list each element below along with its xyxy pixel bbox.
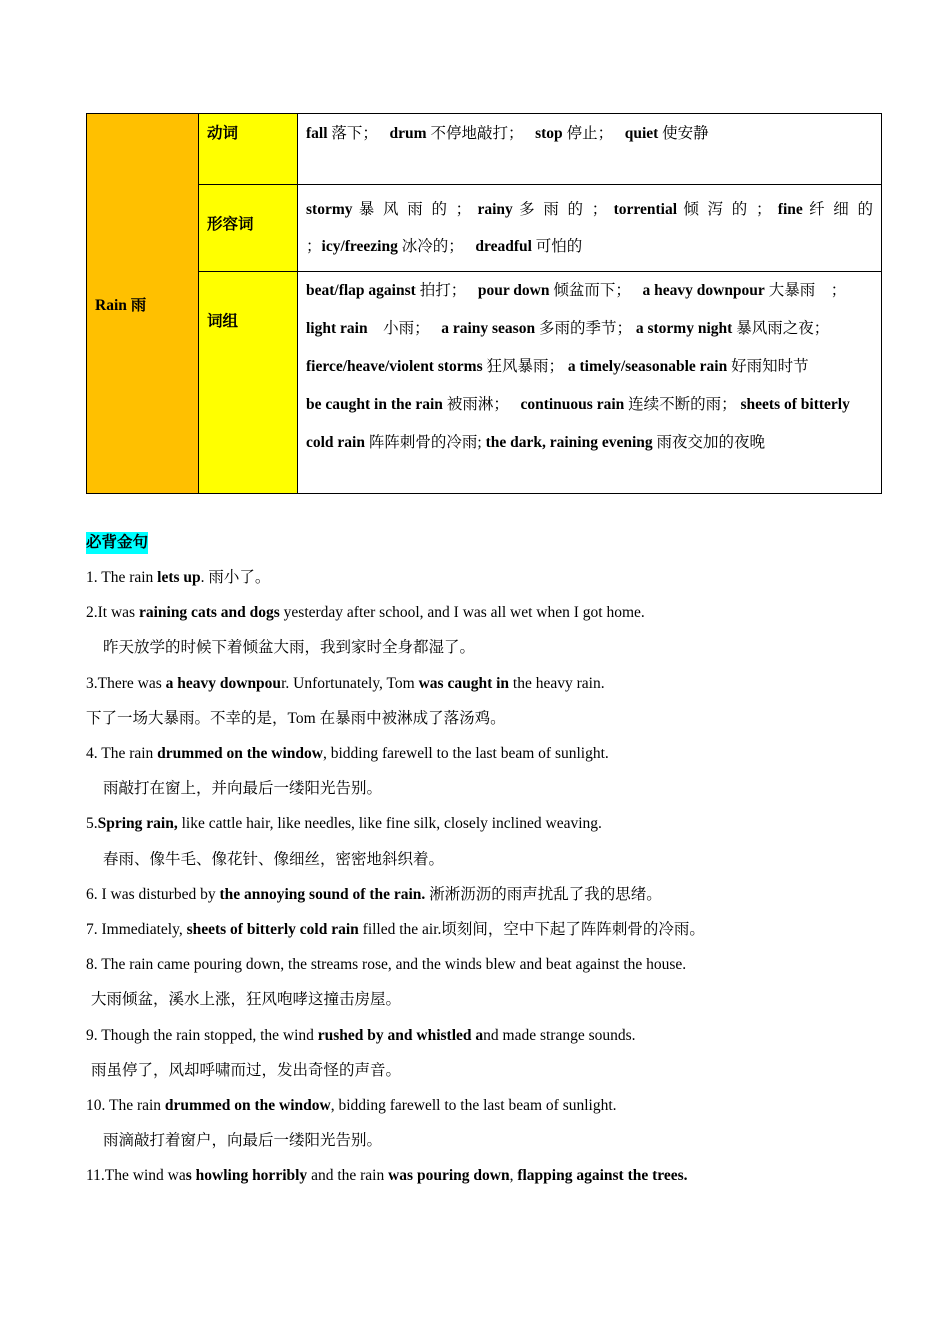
sentence-line xyxy=(86,806,886,841)
gloss: 被雨淋； xyxy=(442,396,517,414)
category-cell-adjectives xyxy=(199,185,298,272)
term: pour down xyxy=(477,282,550,300)
key-sentences-section xyxy=(86,525,886,1194)
sentence-text: 大雨倾盆，溪水上涨，狂风咆哮这撞击房屋。 xyxy=(91,991,402,1009)
content-cell-phrases xyxy=(298,272,882,494)
term: stop xyxy=(535,125,563,142)
term: sheets of bitterly xyxy=(740,396,850,414)
term: fine xyxy=(777,201,803,219)
content-line xyxy=(306,191,873,228)
section-heading: 必背金句 xyxy=(86,532,148,554)
gloss: 连续不断的雨； xyxy=(624,396,737,414)
table-row-phrases xyxy=(87,272,882,494)
sentence-text: 雨滴敲打着窗户，向最后一缕阳光告别。 xyxy=(103,1132,383,1150)
sentence-text: 春雨、像牛毛、像花针、像细丝，密密地斜织着。 xyxy=(103,850,445,868)
sentence-line xyxy=(86,1123,886,1158)
key-phrase: drummed on the window xyxy=(164,1097,331,1115)
key-phrase: Spring rain, xyxy=(97,815,178,833)
sentence-line xyxy=(86,912,886,947)
sentence-text: 4. The rain xyxy=(86,745,158,763)
sentence-text: 1. The rain xyxy=(86,569,158,586)
gloss: 拍打； xyxy=(415,282,474,300)
sentence-line xyxy=(86,701,886,736)
content-line xyxy=(306,272,873,310)
sentence-line xyxy=(86,1158,886,1193)
sentence-text: 5. xyxy=(86,815,98,833)
sentence-line xyxy=(86,982,886,1017)
sentence-text: . 雨小了。 xyxy=(200,569,271,586)
table-row-adjectives xyxy=(87,185,882,272)
term: beat/flap against xyxy=(306,282,416,300)
term: quiet xyxy=(624,125,659,142)
sentence-line xyxy=(86,736,886,771)
key-phrase: the annoying sound of the rain. xyxy=(219,885,426,903)
sentence-text: 9. Though the rain stopped, the wind xyxy=(86,1026,318,1044)
sentence-text: 淅淅沥沥的雨声扰乱了我的思绪。 xyxy=(425,885,662,903)
term: a heavy downpour xyxy=(642,282,765,300)
term: cold rain xyxy=(306,434,365,452)
term: a stormy night xyxy=(635,320,733,338)
key-phrase: was caught in xyxy=(418,674,510,692)
sentence-text: 6. I was disturbed by xyxy=(86,885,220,903)
sentence-text: nd made strange sounds. xyxy=(483,1026,636,1044)
key-phrase: drummed on the window xyxy=(157,745,323,763)
gloss: 大暴雨 ； xyxy=(764,282,847,300)
sentence-line xyxy=(86,595,886,630)
gloss: 狂风暴雨； xyxy=(482,358,565,376)
sentence-text: like cattle hair, like needles, like fine silk, closely inclined weaving. xyxy=(177,815,602,833)
category-label: 词组 xyxy=(207,313,239,331)
gloss: 阵阵刺骨的冷雨; xyxy=(365,434,486,452)
content-line xyxy=(306,386,873,424)
category-cell-verbs xyxy=(199,114,298,185)
content-line xyxy=(306,348,873,386)
term: drum xyxy=(389,125,427,142)
term: continuous rain xyxy=(520,396,625,414)
gloss: 使安静 xyxy=(658,125,709,142)
gloss: 冰冷的； xyxy=(397,238,472,256)
key-phrase: s howling horribly xyxy=(185,1167,308,1185)
gloss: ； xyxy=(306,238,322,256)
gloss: 倾 泻 的 ； xyxy=(677,201,772,219)
content-line xyxy=(306,310,873,348)
term: the dark, raining evening xyxy=(485,434,653,452)
sentence-line xyxy=(86,877,886,912)
term: dreadful xyxy=(475,238,532,256)
sentence-text: 8. The rain came pouring down, the streams rose, and the winds blew and beat against the house. xyxy=(86,956,687,974)
key-phrase: a heavy downpou xyxy=(165,674,282,692)
gloss: 落下； xyxy=(327,125,386,142)
term: a timely/seasonable rain xyxy=(567,358,728,376)
sentence-text: 昨天放学的时候下着倾盆大雨，我到家时全身都湿了。 xyxy=(103,639,476,657)
sentence-text: the heavy rain. xyxy=(509,674,605,692)
sentence-line xyxy=(86,560,886,595)
vocabulary-table xyxy=(86,113,882,494)
key-phrase: sheets of bitterly cold rain xyxy=(186,921,359,939)
topic-label: Rain 雨 xyxy=(95,296,147,314)
key-phrase: was pouring down xyxy=(388,1167,510,1185)
sentence-text: filled the air.顷刻间，空中下起了阵阵刺骨的冷雨。 xyxy=(358,921,705,939)
sentence-text: and the rain xyxy=(307,1167,389,1185)
sentence-list xyxy=(86,560,886,1194)
gloss: 倾盆而下； xyxy=(549,282,639,300)
content-line xyxy=(306,424,873,462)
sentence-line xyxy=(86,947,886,982)
sentence-text: , xyxy=(509,1167,518,1185)
sentence-text: 10. The rain xyxy=(86,1097,165,1115)
gloss: 暴风雨之夜； xyxy=(732,320,830,338)
sentence-text: 3.There was xyxy=(86,674,166,692)
sentence-line xyxy=(86,1018,886,1053)
sentence-line xyxy=(86,842,886,877)
sentence-line xyxy=(86,1053,886,1088)
sentence-line xyxy=(86,630,886,665)
key-phrase: flapping against the trees. xyxy=(517,1167,688,1185)
sentence-text: r. Unfortunately, Tom xyxy=(281,674,419,692)
gloss: 停止； xyxy=(562,125,621,142)
table-row-verbs xyxy=(87,114,882,185)
term: be caught in the rain xyxy=(306,396,443,414)
category-cell-phrases xyxy=(199,272,298,494)
sentence-text: 下了一场大暴雨。不幸的是，Tom 在暴雨中被淋成了落汤鸡。 xyxy=(86,709,506,727)
category-label: 形容词 xyxy=(207,216,254,234)
term: torrential xyxy=(613,201,678,219)
key-phrase: rushed by and whistled a xyxy=(317,1026,484,1044)
sentence-text: 7. Immediately, xyxy=(86,921,187,939)
sentence-line xyxy=(86,1088,886,1123)
term: fierce/heave/violent storms xyxy=(306,358,483,376)
gloss: 可怕的 xyxy=(531,238,583,256)
category-label: 动词 xyxy=(207,125,239,142)
sentence-line xyxy=(86,666,886,701)
sentence-text: 雨虽停了，风却呼啸而过，发出奇怪的声音。 xyxy=(91,1061,402,1079)
term: stormy xyxy=(306,201,353,219)
sentence-text: 11.The wind wa xyxy=(86,1167,186,1185)
content-line xyxy=(306,228,873,265)
gloss: 暴 风 雨 的 ； xyxy=(352,201,472,219)
term: light rain xyxy=(306,320,368,338)
sentence-text: , bidding farewell to the last beam of sunlight. xyxy=(330,1097,617,1115)
key-phrase: lets up xyxy=(157,569,201,586)
content-line xyxy=(306,120,873,147)
content-cell-verbs xyxy=(298,114,882,185)
sentence-line xyxy=(86,771,886,806)
key-phrase: raining cats and dogs xyxy=(138,604,280,622)
sentence-text: yesterday after school, and I was all wet when I got home. xyxy=(279,604,645,622)
gloss: 小雨； xyxy=(367,320,438,338)
term: a rainy season xyxy=(441,320,536,338)
sentence-text: 2.It was xyxy=(86,604,139,622)
term: icy/freezing xyxy=(321,238,398,256)
gloss: 不停地敲打； xyxy=(426,125,532,142)
term: rainy xyxy=(477,201,513,219)
gloss: 多雨的季节； xyxy=(535,320,632,338)
gloss: 好雨知时节 xyxy=(727,358,809,376)
gloss: 雨夜交加的夜晚 xyxy=(652,434,766,452)
gloss: 纤 细 的 xyxy=(802,201,874,219)
sentence-text: , bidding farewell to the last beam of sunlight. xyxy=(322,745,609,763)
gloss: 多 雨 的 ； xyxy=(512,201,608,219)
sentence-text: 雨敲打在窗上，并向最后一缕阳光告别。 xyxy=(103,780,383,798)
content-cell-adjectives xyxy=(298,185,882,272)
term: fall xyxy=(306,125,328,142)
topic-cell xyxy=(87,114,199,494)
